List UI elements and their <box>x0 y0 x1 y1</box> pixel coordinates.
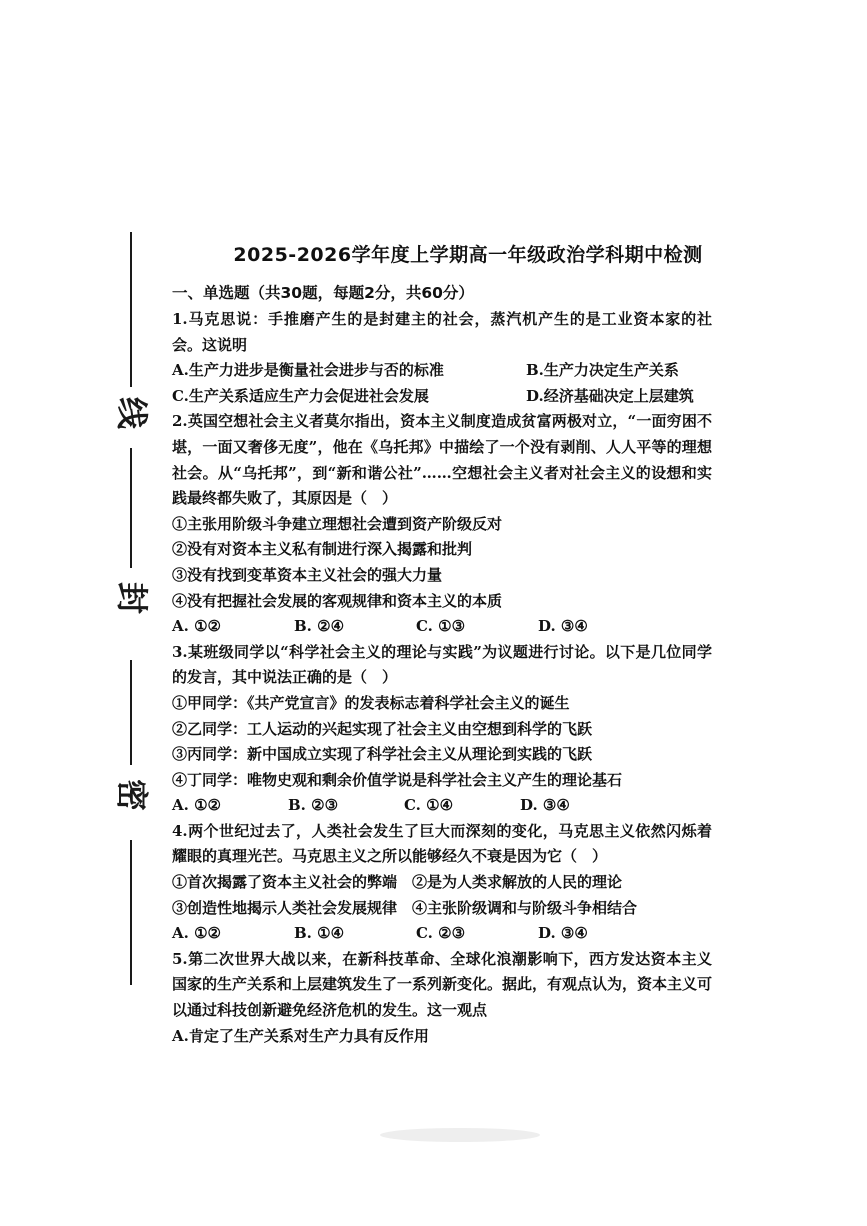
option-d: D. ③④ <box>538 617 588 636</box>
question-4-options-row <box>172 921 712 947</box>
option-b: B. ①④ <box>294 924 345 943</box>
option-c: C. ②③ <box>416 924 466 943</box>
option-d: D.经济基础决定上层建筑 <box>526 386 694 405</box>
option-d: D. ③④ <box>538 924 588 943</box>
question-2-options-row <box>172 614 712 640</box>
binding-line-segment <box>130 232 132 387</box>
question-2-item: ②没有对资本主义私有制进行深入揭露和批判 <box>172 540 473 559</box>
question-2-item: ④没有把握社会发展的客观规律和资本主义的本质 <box>172 591 503 610</box>
question-3-item: ③丙同学：新中国成立实现了科学社会主义从理论到实践的飞跃 <box>172 745 593 764</box>
exam-title: 2025-2026学年度上学期高一年级政治学科期中检测 <box>233 244 703 266</box>
question-2-item: ③没有找到变革资本主义社会的强大力量 <box>172 565 443 584</box>
question-3-options-row <box>172 793 712 819</box>
option-a: A. ①② <box>172 924 221 943</box>
question-4-stem: 4.两个世纪过去了，人类社会发生了巨大而深刻的变化，马克思主义依然闪烁着耀眼的真理光芒。马克思主义之所以能够经久不衰是因为它（ ） <box>172 821 712 866</box>
option-b: B.生产力决定生产关系 <box>526 361 679 380</box>
question-3-stem: 3.某班级同学以“科学社会主义的理论与实践”为议题进行讨论。以下是几位同学的发言，其中说法正确的是（ ） <box>172 642 712 687</box>
question-1-options-row <box>172 358 712 384</box>
binding-line-segment <box>130 448 132 568</box>
margin-char-feng: 封 <box>113 581 151 614</box>
question-2-stem: 2.英国空想社会主义者莫尔指出，资本主义制度造成贫富两极对立，“一面穷困不堪，一面又奢侈无度”，他在《乌托邦》中描绘了一个没有剥削、人人平等的理想社会。从“乌托邦”，到“新和谐公社”……空想社会主义者对社会主义的设想和实践最终都失败了，其原因是（ ） <box>172 412 712 508</box>
question-3-item: ④丁同学：唯物史观和剩余价值学说是科学社会主义产生的理论基石 <box>172 770 623 789</box>
option-c: C. ①④ <box>404 796 454 815</box>
question-1-options-row <box>172 384 712 410</box>
question-4-item-row: ③创造性地揭示人类社会发展规律 ④主张阶级调和与阶级斗争相结合 <box>172 898 638 917</box>
option-a: A.肯定了生产关系对生产力具有反作用 <box>172 1026 429 1045</box>
question-3-item: ②乙同学：工人运动的兴起实现了社会主义由空想到科学的飞跃 <box>172 719 593 738</box>
exam-content <box>172 232 712 1049</box>
option-c: C. ①③ <box>416 617 466 636</box>
margin-char-xian: 线 <box>113 396 151 429</box>
option-a: A. ①② <box>172 796 221 815</box>
question-5-stem: 5.第二次世界大战以来，在新科技革命、全球化浪潮影响下，西方发达资本主义国家的生产关系和上层建筑发生了一系列新变化。据此，有观点认为，资本主义可以通过科技创新避免经济危机的发生。这一观点 <box>172 949 713 1020</box>
option-b: B. ②④ <box>294 617 345 636</box>
section-heading: 一、单选题（共30题，每题2分，共60分） <box>172 284 474 302</box>
question-1-stem: 1.马克思说：手推磨产生的是封建主的社会，蒸汽机产生的是工业资本家的社会。这说明 <box>172 310 712 354</box>
binding-line-segment <box>130 840 132 985</box>
margin-char-mi: 密 <box>113 778 151 811</box>
scan-smudge <box>380 1128 540 1142</box>
question-3-item: ①甲同学：《共产党宣言》的发表标志着科学社会主义的诞生 <box>172 693 570 712</box>
question-4-item-row: ①首次揭露了资本主义社会的弊端 ②是为人类求解放的人民的理论 <box>172 873 623 892</box>
option-a: A.生产力进步是衡量社会进步与否的标准 <box>172 361 444 380</box>
option-c: C.生产关系适应生产力会促进社会发展 <box>172 386 429 405</box>
option-a: A. ①② <box>172 617 221 636</box>
binding-line-segment <box>130 660 132 765</box>
option-d: D. ③④ <box>520 796 570 815</box>
question-2-item: ①主张用阶级斗争建立理想社会遭到资产阶级反对 <box>172 514 503 533</box>
option-b: B. ②③ <box>288 796 339 815</box>
